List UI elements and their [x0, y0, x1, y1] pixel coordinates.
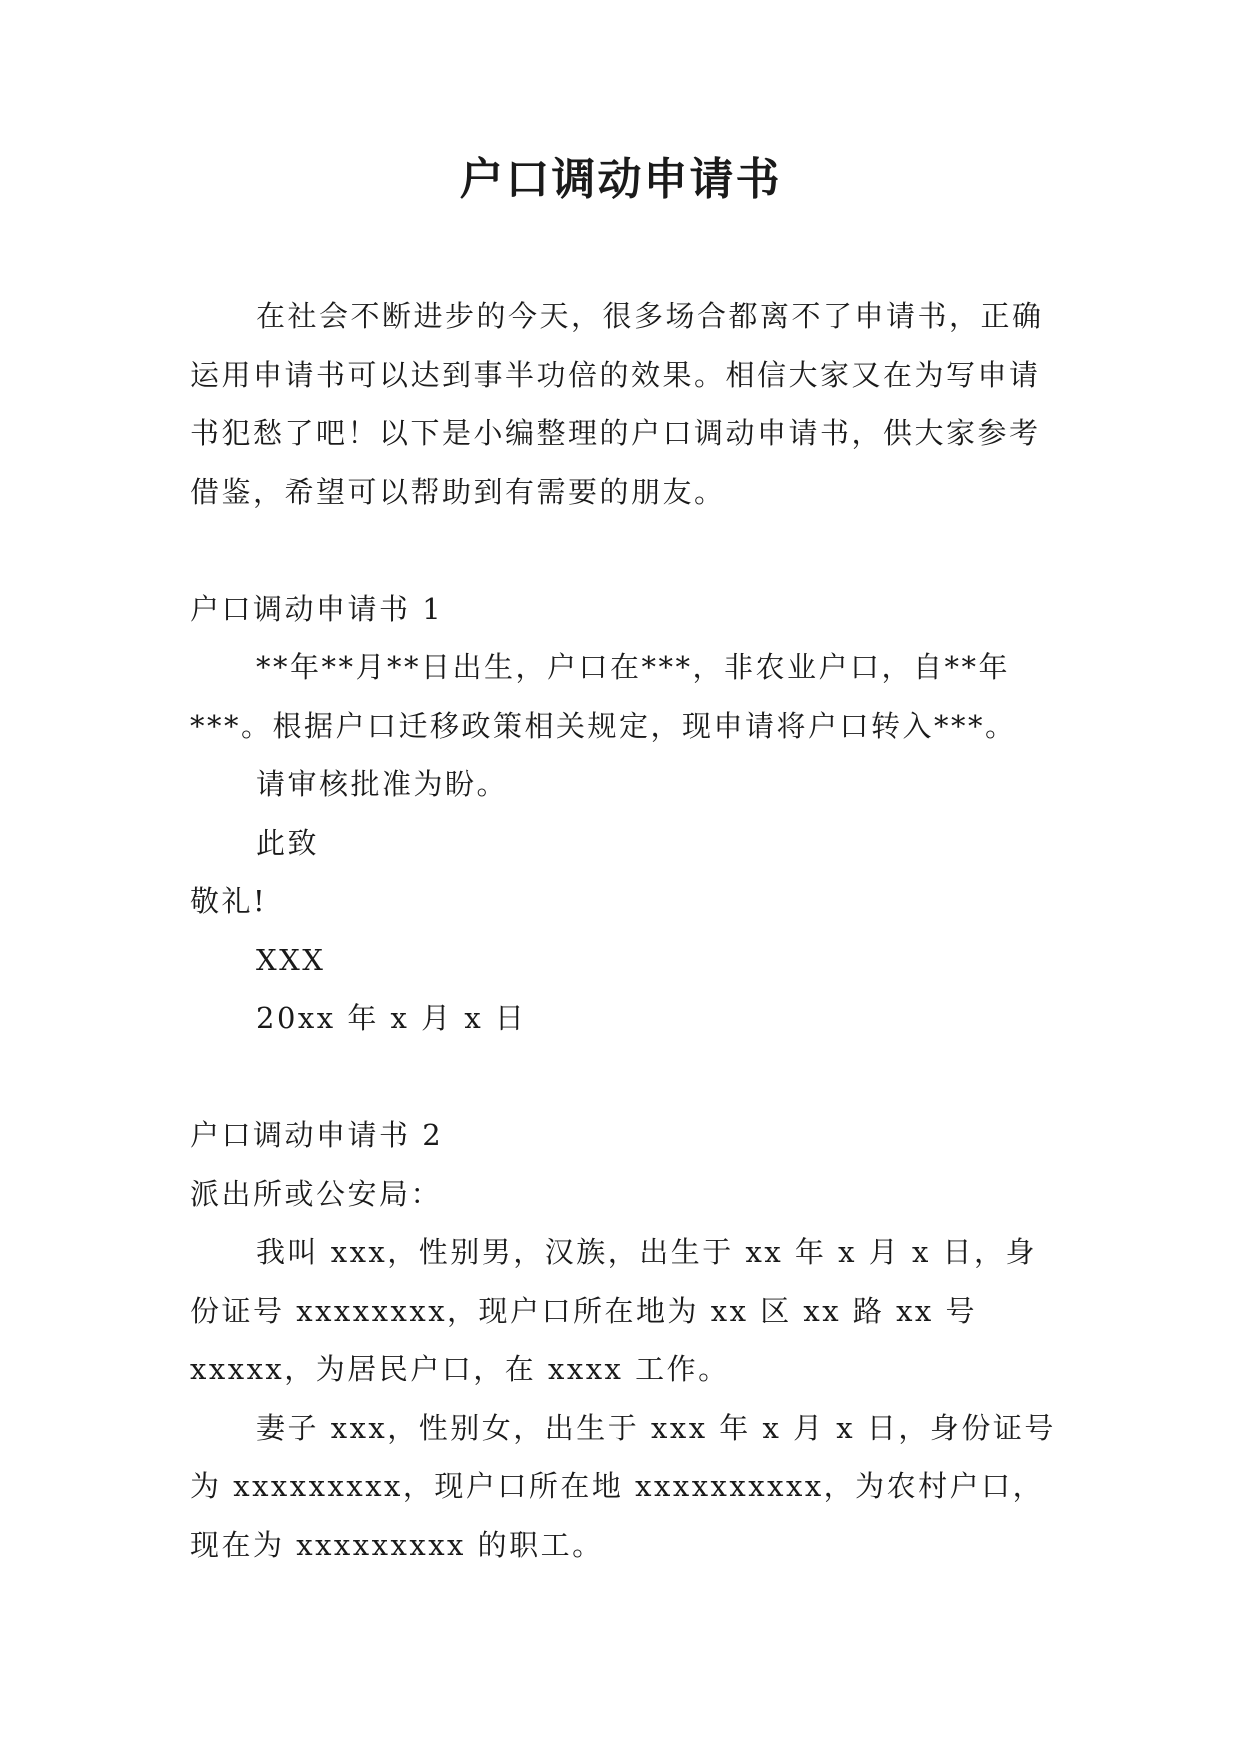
section-1-date: 20xx 年 x 月 x 日: [256, 1001, 527, 1035]
section-2-paragraph-1: 我叫 xxx，性别男，汉族，出生于 xx 年 x 月 x 日，身份证号 xxxxxxxx，现户口所在地为 xx 区 xx 路 xx 号 xxxxx，为居民户口，在 xxxx 工作。: [190, 1235, 1038, 1386]
section-1-heading: 户口调动申请书 1: [190, 591, 444, 626]
section-2-heading: 户口调动申请书 2: [190, 1118, 444, 1152]
section-1-signature: XXX: [256, 942, 326, 977]
section-1-closing: 此致: [256, 825, 320, 860]
intro-paragraph: 在社会不断进步的今天，很多场合都离不了申请书，正确运用申请书可以达到事半功倍的效果。相信大家又在为写申请书犯愁了吧！以下是小编整理的户口调动申请书，供大家参考借鉴，希望可以帮助到有需要的朋友。: [190, 299, 1044, 509]
section-1-body: **年**月**日出生，户口在***，非农业户口，自**年***。根据户口迁移政策相关规定，现申请将户口转入***。: [190, 650, 1017, 743]
document-body: [190, 287, 1056, 1574]
document-title: 户口调动申请书: [459, 154, 782, 205]
spacer: [190, 1048, 1056, 1107]
section-2-paragraph-2: 妻子 xxx，性别女，出生于 xxx 年 x 月 x 日，身份证号为 xxxxxxxxx，现户口所在地 xxxxxxxxxx，为农村户口，现在为 xxxxxxxxx 的职工。: [190, 1410, 1056, 1562]
section-1-request: 请审核批准为盼。: [256, 767, 509, 801]
section-2-recipient: 派出所或公安局：: [190, 1176, 443, 1211]
spacer: [190, 521, 1056, 580]
section-1-salute: 敬礼!: [190, 884, 268, 918]
